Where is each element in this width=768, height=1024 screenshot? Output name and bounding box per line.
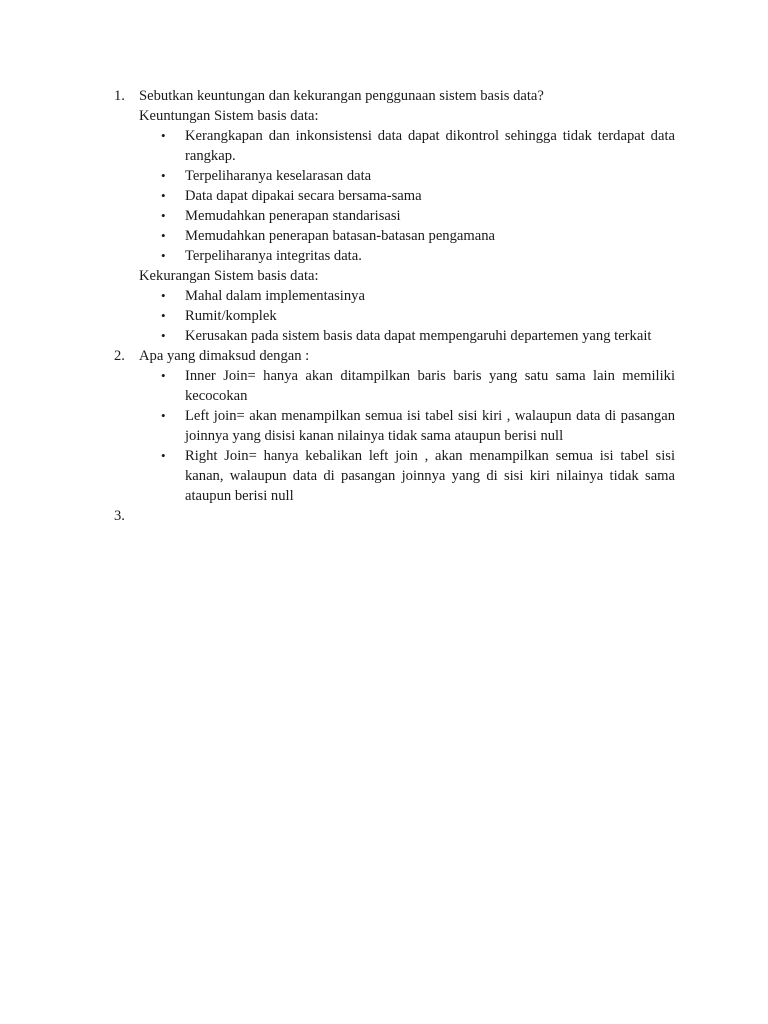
list-item-text: Rumit/komplek <box>185 308 277 324</box>
bullet-icon: • <box>161 208 166 223</box>
question-1 <box>114 86 675 346</box>
bullet-icon: • <box>161 328 166 343</box>
bullet-icon: • <box>161 448 166 463</box>
question-text: Apa yang dimaksud dengan : <box>139 348 310 364</box>
list-item <box>161 166 675 186</box>
bullet-icon: • <box>161 128 166 143</box>
question-3 <box>114 506 675 526</box>
list-item <box>161 306 675 326</box>
bullet-icon: • <box>161 248 166 263</box>
question-number: 2. <box>114 348 125 364</box>
list-item <box>161 406 675 446</box>
question-text: Sebutkan keuntungan dan kekurangan penggunaan sistem basis data? <box>139 88 544 104</box>
list-item-text: Memudahkan penerapan batasan-batasan pengamana <box>185 228 495 244</box>
list-item-text: Left join= akan menampilkan semua isi tabel sisi kiri , walaupun data di pasangan joinnya yang disisi kanan nilainya tidak sama ataupun berisi null <box>185 408 675 444</box>
list-item-text: Inner Join= hanya akan ditampilkan baris baris yang satu sama lain memiliki kecocokan <box>185 368 675 404</box>
advantages-heading: Keuntungan Sistem basis data: <box>139 108 319 124</box>
question-2 <box>114 346 675 506</box>
list-item <box>161 246 675 266</box>
list-item <box>161 206 675 226</box>
list-item-text: Kerusakan pada sistem basis data dapat mempengaruhi departemen yang terkait <box>185 328 652 344</box>
list-item-text: Kerangkapan dan inkonsistensi data dapat dikontrol sehingga tidak terdapat data rangkap. <box>185 128 675 164</box>
bullet-icon: • <box>161 368 166 383</box>
list-item-text: Right Join= hanya kebalikan left join , akan menampilkan semua isi tabel sisi kanan, walaupun data di pasangan joinnya yang di sisi kiri nilainya tidak sama ataupun berisi null <box>185 448 675 504</box>
disadvantages-list <box>139 286 675 346</box>
bullet-icon: • <box>161 308 166 323</box>
question-number: 3. <box>114 508 125 524</box>
disadvantages-heading: Kekurangan Sistem basis data: <box>139 268 319 284</box>
list-item <box>161 326 675 346</box>
bullet-icon: • <box>161 408 166 423</box>
list-item <box>161 186 675 206</box>
list-item <box>161 446 675 506</box>
list-item <box>161 226 675 246</box>
list-item <box>161 286 675 306</box>
join-definitions-list <box>139 366 675 506</box>
list-item-text: Terpeliharanya integritas data. <box>185 248 362 264</box>
document-body <box>114 86 675 526</box>
question-number: 1. <box>114 88 125 104</box>
bullet-icon: • <box>161 228 166 243</box>
bullet-icon: • <box>161 288 166 303</box>
question-text <box>139 506 675 526</box>
list-item-text: Data dapat dipakai secara bersama-sama <box>185 188 422 204</box>
list-item-text: Terpeliharanya keselarasan data <box>185 168 372 184</box>
bullet-icon: • <box>161 188 166 203</box>
list-item-text: Mahal dalam implementasinya <box>185 288 365 304</box>
list-item <box>161 126 675 166</box>
list-item <box>161 366 675 406</box>
bullet-icon: • <box>161 168 166 183</box>
list-item-text: Memudahkan penerapan standarisasi <box>185 208 401 224</box>
advantages-list <box>139 126 675 266</box>
